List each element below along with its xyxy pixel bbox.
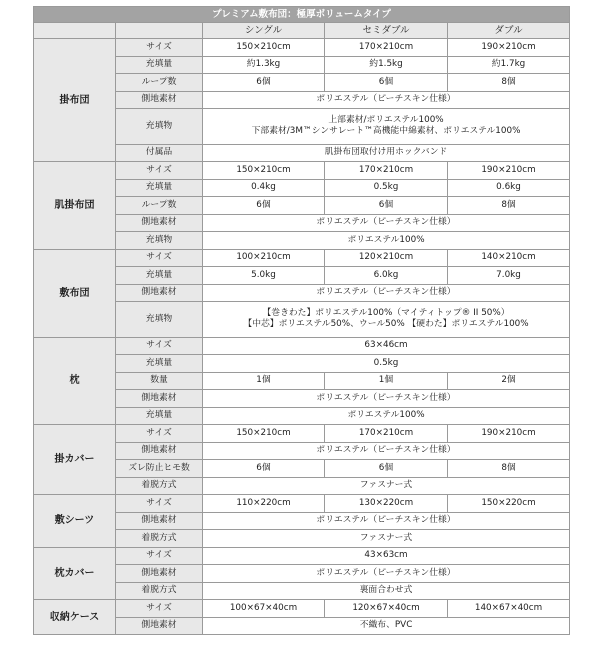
title-row: [34, 7, 570, 23]
value-cell: 0.6kg: [448, 179, 570, 197]
value-cell: 150×210cm: [203, 425, 325, 443]
value-cell: ポリエステル（ピーチスキン仕様）: [203, 284, 570, 302]
row-label: 付属品: [116, 144, 203, 162]
value-cell: 150×210cm: [203, 162, 325, 180]
row-label: サイズ: [116, 547, 203, 565]
table-row: [34, 39, 570, 57]
value-cell: 100×67×40cm: [203, 600, 325, 618]
row-label: サイズ: [116, 337, 203, 355]
row-label: 着脱方式: [116, 477, 203, 495]
row-label: サイズ: [116, 495, 203, 513]
row-label: 数量: [116, 372, 203, 390]
value-cell: 63×46cm: [203, 337, 570, 355]
spec-table-body: [34, 7, 570, 635]
value-cell: 190×210cm: [448, 39, 570, 57]
value-cell: 6個: [325, 460, 448, 478]
value-cell: 裏面合わせ式: [203, 582, 570, 600]
section-label: 敷布団: [34, 249, 116, 337]
value-cell: 0.5kg: [203, 355, 570, 373]
value-cell: 140×67×40cm: [448, 600, 570, 618]
row-label: 側地素材: [116, 390, 203, 408]
value-cell: [203, 302, 570, 338]
value-cell: 6個: [203, 197, 325, 215]
section-label: 枕カバー: [34, 547, 116, 600]
section-label: 収納ケース: [34, 600, 116, 635]
value-line: 【巻きわた】ポリエステル100%（マイティトップ® II 50%）: [262, 308, 510, 319]
section-label: 枕: [34, 337, 116, 425]
row-label: 充填量: [116, 56, 203, 74]
header-blank: [116, 23, 203, 39]
section-label: 敷シーツ: [34, 495, 116, 548]
table-row: [34, 249, 570, 267]
value-cell: 170×210cm: [325, 39, 448, 57]
value-cell: ポリエステル（ピーチスキン仕様）: [203, 390, 570, 408]
value-cell: 6個: [325, 74, 448, 92]
value-cell: 肌掛布団取付け用ホックバンド: [203, 144, 570, 162]
value-cell: 約1.3kg: [203, 56, 325, 74]
value-cell: ポリエステル100%: [203, 232, 570, 250]
value-cell: 0.5kg: [325, 179, 448, 197]
row-label: 充填物: [116, 232, 203, 250]
row-label: 側地素材: [116, 565, 203, 583]
column-header-single: シングル: [203, 23, 325, 39]
row-label: サイズ: [116, 600, 203, 618]
value-cell: 8個: [448, 197, 570, 215]
table-row: [34, 425, 570, 443]
value-cell: 140×210cm: [448, 249, 570, 267]
value-line: 下部素材/3M™シンサレート™高機能中綿素材、ポリエステル100%: [251, 126, 521, 137]
table-row: [34, 495, 570, 513]
value-cell: 190×210cm: [448, 162, 570, 180]
row-label: サイズ: [116, 162, 203, 180]
value-cell: ポリエステル（ピーチスキン仕様）: [203, 565, 570, 583]
value-cell: ファスナー式: [203, 530, 570, 548]
section-label: 肌掛布団: [34, 162, 116, 250]
row-label: 充填物: [116, 302, 203, 338]
value-cell: 2個: [448, 372, 570, 390]
row-label: サイズ: [116, 39, 203, 57]
value-cell: ポリエステル（ピーチスキン仕様）: [203, 214, 570, 232]
value-cell: 6個: [203, 74, 325, 92]
value-cell: 120×67×40cm: [325, 600, 448, 618]
section-label: 掛布団: [34, 39, 116, 162]
value-cell: 7.0kg: [448, 267, 570, 285]
row-label: ループ数: [116, 74, 203, 92]
row-label: 側地素材: [116, 512, 203, 530]
value-cell: 6個: [203, 460, 325, 478]
column-header-semi-double: セミダブル: [325, 23, 448, 39]
value-cell: ポリエステル（ピーチスキン仕様）: [203, 442, 570, 460]
row-label: ループ数: [116, 197, 203, 215]
value-cell: 100×210cm: [203, 249, 325, 267]
row-label: 着脱方式: [116, 530, 203, 548]
value-cell: 5.0kg: [203, 267, 325, 285]
value-cell: 43×63cm: [203, 547, 570, 565]
value-cell: 8個: [448, 460, 570, 478]
spec-table: [33, 6, 570, 635]
value-cell: 150×210cm: [203, 39, 325, 57]
row-label: 側地素材: [116, 617, 203, 635]
row-label: 充填量: [116, 407, 203, 425]
value-cell: 8個: [448, 74, 570, 92]
value-cell: ポリエステル（ピーチスキン仕様）: [203, 512, 570, 530]
value-cell: 1個: [325, 372, 448, 390]
column-header-double: ダブル: [448, 23, 570, 39]
value-cell: 1個: [203, 372, 325, 390]
value-line: 上部素材/ポリエステル100%: [328, 115, 444, 126]
value-cell: 不織布、PVC: [203, 617, 570, 635]
value-cell: ポリエステル（ピーチスキン仕様）: [203, 91, 570, 109]
row-label: サイズ: [116, 425, 203, 443]
row-label: 側地素材: [116, 214, 203, 232]
table-row: [34, 337, 570, 355]
row-label: 充填物: [116, 109, 203, 145]
value-cell: 6.0kg: [325, 267, 448, 285]
value-cell: 約1.7kg: [448, 56, 570, 74]
row-label: 側地素材: [116, 284, 203, 302]
value-cell: 6個: [325, 197, 448, 215]
section-label: 掛カバー: [34, 425, 116, 495]
value-cell: 170×210cm: [325, 162, 448, 180]
value-cell: 150×220cm: [448, 495, 570, 513]
value-cell: 0.4kg: [203, 179, 325, 197]
value-cell: 190×210cm: [448, 425, 570, 443]
row-label: 側地素材: [116, 91, 203, 109]
value-cell: ポリエステル100%: [203, 407, 570, 425]
row-label: 充填量: [116, 267, 203, 285]
value-cell: 170×210cm: [325, 425, 448, 443]
header-blank: [34, 23, 116, 39]
value-cell: 120×210cm: [325, 249, 448, 267]
value-cell: 130×220cm: [325, 495, 448, 513]
row-label: 充填量: [116, 179, 203, 197]
value-cell: [203, 109, 570, 145]
table-row: [34, 162, 570, 180]
row-label: 側地素材: [116, 442, 203, 460]
value-line: 【中芯】ポリエステル50%、ウール50% 【硬わた】ポリエステル100%: [243, 319, 529, 330]
table-row: [34, 547, 570, 565]
row-label: 充填量: [116, 355, 203, 373]
value-cell: 約1.5kg: [325, 56, 448, 74]
value-cell: 110×220cm: [203, 495, 325, 513]
table-row: [34, 600, 570, 618]
table-title: プレミアム敷布団：極厚ボリュームタイプ: [34, 7, 570, 23]
row-label: サイズ: [116, 249, 203, 267]
header-row: [34, 23, 570, 39]
row-label: 着脱方式: [116, 582, 203, 600]
row-label: ズレ防止ヒモ数: [116, 460, 203, 478]
value-cell: ファスナー式: [203, 477, 570, 495]
